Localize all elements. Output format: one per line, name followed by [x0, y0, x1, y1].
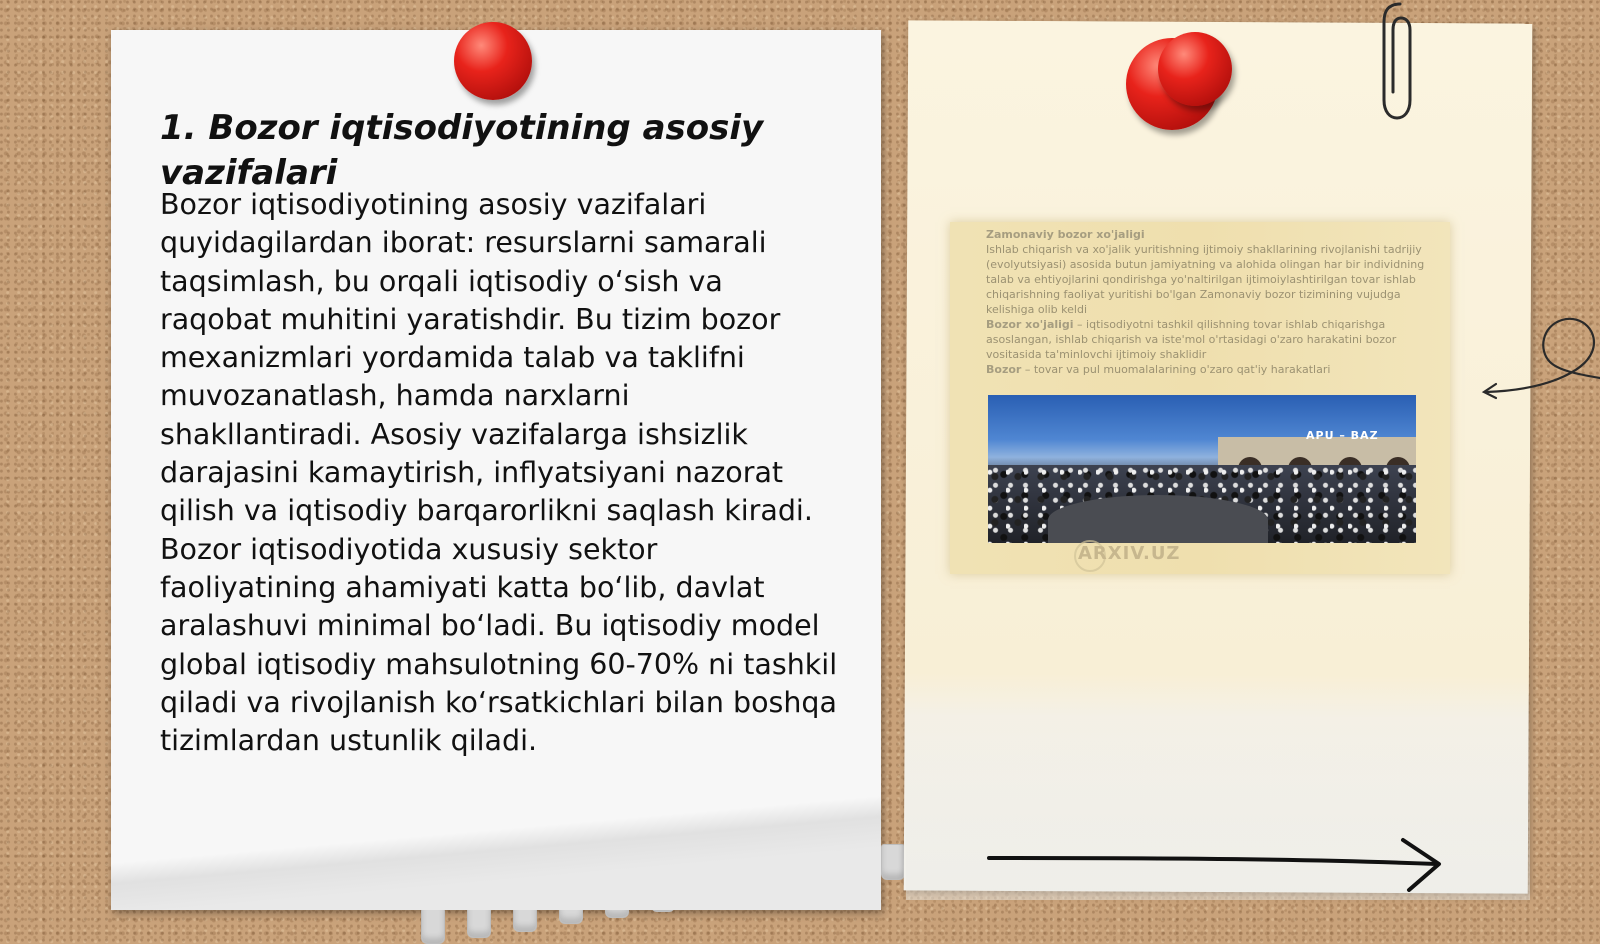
- inset-definition-1: [986, 317, 1426, 362]
- market-crowd-photo: [988, 395, 1416, 543]
- inset-document-image: [950, 222, 1450, 574]
- photo-sign: APU – BAZ: [1306, 429, 1379, 442]
- slide-body-text: Bozor iqtisodiyotining asosiy vazifalari quyidagilardan iborat: resurslarni samarali taqsimlash, bu orqali iqtisodiy o‘sish va raqobat muhitini yaratishdir. Bu tizim bozor mexanizmlari yordamida talab va taklifni muvozanatlash, hamda narxlarni shakllantiradi. Asosiy vazifalarga ishsizlik darajasini kamaytirish, inflyatsiyani nazorat qilish va iqtisodiy barqarorlikni saqlash kiradi. Bozor iqtisodiyotida xususiy sektor faoliyatining ahamiyati katta bo‘lib, davlat aralashuvi minimal bo‘ladi. Bu iqtisodiy model global iqtisodiy mahsulotning 60-70% ni tashkil qiladi va rivojlanish ko‘rsatkichlari bilan boshqa tizimlardan ustunlik qiladi.: [160, 188, 838, 758]
- inset-paragraph: Ishlab chiqarish va xo'jalik yuritishning ijtimoiy shakllarining rivojlanishi tadrijiy (evolyutsiyasi) asosida butun jamiyatning va alohida olingan har bir individning talab va ehtiyojlarini qondirishga yo'naltirilgan ijtimoiylashtirilgan tovar ishlab chiqarishning faoliyat yuritishi bo'lgan Zamonaviy bozor tizimining vujudga kelishiga olib keldi: [986, 243, 1425, 316]
- watermark-text: ARXIV.UZ: [1078, 543, 1181, 564]
- inset-term-2: Bozor: [986, 363, 1022, 376]
- paperclip-icon: [1370, 0, 1420, 125]
- inset-text-block: [986, 227, 1426, 377]
- photo-road: [1048, 495, 1268, 543]
- inset-definition-1-text: – iqtisodiyotni tashkil qilishning tovar ishlab chiqarishga asoslangan, ishlab chiqarish va iste'mol o'rtasidagi o'zaro harakatini bozor vositasida ta'minlovchi ijtimoiy shaklidir: [986, 318, 1397, 361]
- right-arrow-icon: [985, 836, 1447, 892]
- inset-term-1: Bozor xo'jaligi: [986, 318, 1074, 331]
- inset-definition-2: [986, 362, 1426, 377]
- slide-title: 1. Bozor iqtisodiyotining asosiy vazifalari: [160, 108, 764, 193]
- inset-definition-2-text: – tovar va pul muomalalarining o'zaro qat'iy harakatlari: [1021, 363, 1331, 376]
- inset-heading: Zamonaviy bozor xo'jaligi: [986, 228, 1145, 241]
- loop-arrow-doodle-icon: [1476, 312, 1600, 412]
- red-pushpin-icon: [1158, 32, 1232, 106]
- red-pushpin-icon: [454, 22, 532, 100]
